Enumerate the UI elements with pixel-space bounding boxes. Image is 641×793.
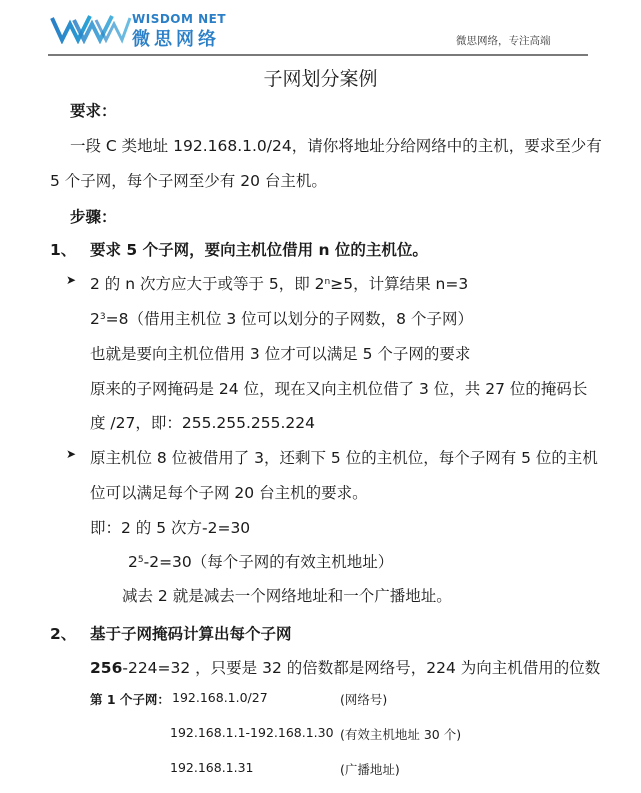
calc-bold: 256 bbox=[90, 659, 123, 677]
bullet-2-line-2: 位可以满足每个子网 20 台主机的要求。 bbox=[90, 484, 368, 502]
bullet-arrow-icon: ➤ bbox=[66, 447, 77, 461]
requirement-label: 要求： bbox=[70, 102, 117, 120]
calc-rest: -224=32 ，只要是 32 的倍数都是网络号，224 为向主机借用的位数 bbox=[122, 659, 601, 677]
bullet-2-line-1: 原主机位 8 位被借用了 3，还剩下 5 位的主机位，每个子网有 5 位的主机 bbox=[90, 449, 598, 467]
bullet-1-text bbox=[90, 272, 468, 294]
bullet-1-pre: 2 的 n 次方应大于或等于 5，即 2 bbox=[90, 275, 325, 293]
calc-line bbox=[90, 656, 600, 678]
logo bbox=[50, 12, 235, 50]
subnet-1-network-note: (网络号) bbox=[340, 692, 388, 707]
line-7-power bbox=[128, 550, 393, 572]
subnet-1-label: 第 1 个子网： bbox=[90, 692, 170, 707]
subnet-1-broadcast-note: (广播地址) bbox=[340, 762, 400, 777]
bullet-1-post: ≥5，计算结果 n=3 bbox=[330, 275, 469, 293]
logo-text-cn: 微思网络 bbox=[132, 29, 220, 50]
step-1-number: 1、 bbox=[50, 241, 77, 259]
requirement-line-2: 5 个子网，每个子网至少有 20 台主机。 bbox=[50, 172, 327, 190]
line-2-post: =8（借用主机位 3 位可以划分的子网数，8 个子网） bbox=[105, 310, 473, 328]
step-2-title: 基于子网掩码计算出每个子网 bbox=[90, 625, 292, 643]
header-tagline: 微思网络，专注高端 bbox=[456, 35, 551, 47]
line-3: 也就是要向主机位借用 3 位才可以满足 5 个子网的要求 bbox=[90, 345, 471, 363]
subnet-1-range: 192.168.1.1-192.168.1.30 bbox=[170, 725, 334, 740]
line-6: 即：2 的 5 次方-2=30 bbox=[90, 519, 251, 537]
bullet-1-sup: n bbox=[324, 277, 331, 287]
requirement-line-1: 一段 C 类地址 192.168.1.0/24，请你将地址分给网络中的主机，要求至少有 bbox=[70, 137, 602, 155]
subnet-1-network: 192.168.1.0/27 bbox=[172, 690, 268, 705]
step-1-title: 要求 5 个子网，要向主机位借用 n 位的主机位。 bbox=[90, 241, 428, 259]
line-2-power bbox=[90, 307, 473, 329]
header-divider bbox=[48, 54, 588, 56]
line-7-sup: 5 bbox=[137, 555, 144, 565]
line-5: 度 /27，即：255.255.255.224 bbox=[90, 414, 315, 432]
line-8: 减去 2 就是减去一个网络地址和一个广播地址。 bbox=[122, 587, 452, 605]
subnet-1-range-note: (有效主机地址 30 个) bbox=[340, 727, 462, 742]
line-7-pre: 2 bbox=[128, 553, 138, 571]
steps-label: 步骤： bbox=[70, 208, 117, 226]
line-4: 原来的子网掩码是 24 位，现在又向主机位借了 3 位，共 27 位的掩码长 bbox=[90, 380, 588, 398]
line-7-post: -2=30（每个子网的有效主机地址） bbox=[143, 553, 394, 571]
bullet-arrow-icon: ➤ bbox=[66, 273, 77, 287]
line-2-pre: 2 bbox=[90, 310, 100, 328]
page-title: 子网划分案例 bbox=[263, 68, 378, 90]
wisdom-net-logo-icon bbox=[50, 12, 132, 44]
subnet-1-broadcast: 192.168.1.31 bbox=[170, 760, 254, 775]
logo-text-en: WISDOM NET bbox=[132, 12, 227, 26]
step-2-number: 2、 bbox=[50, 625, 77, 643]
line-2-sup: 3 bbox=[99, 312, 106, 322]
